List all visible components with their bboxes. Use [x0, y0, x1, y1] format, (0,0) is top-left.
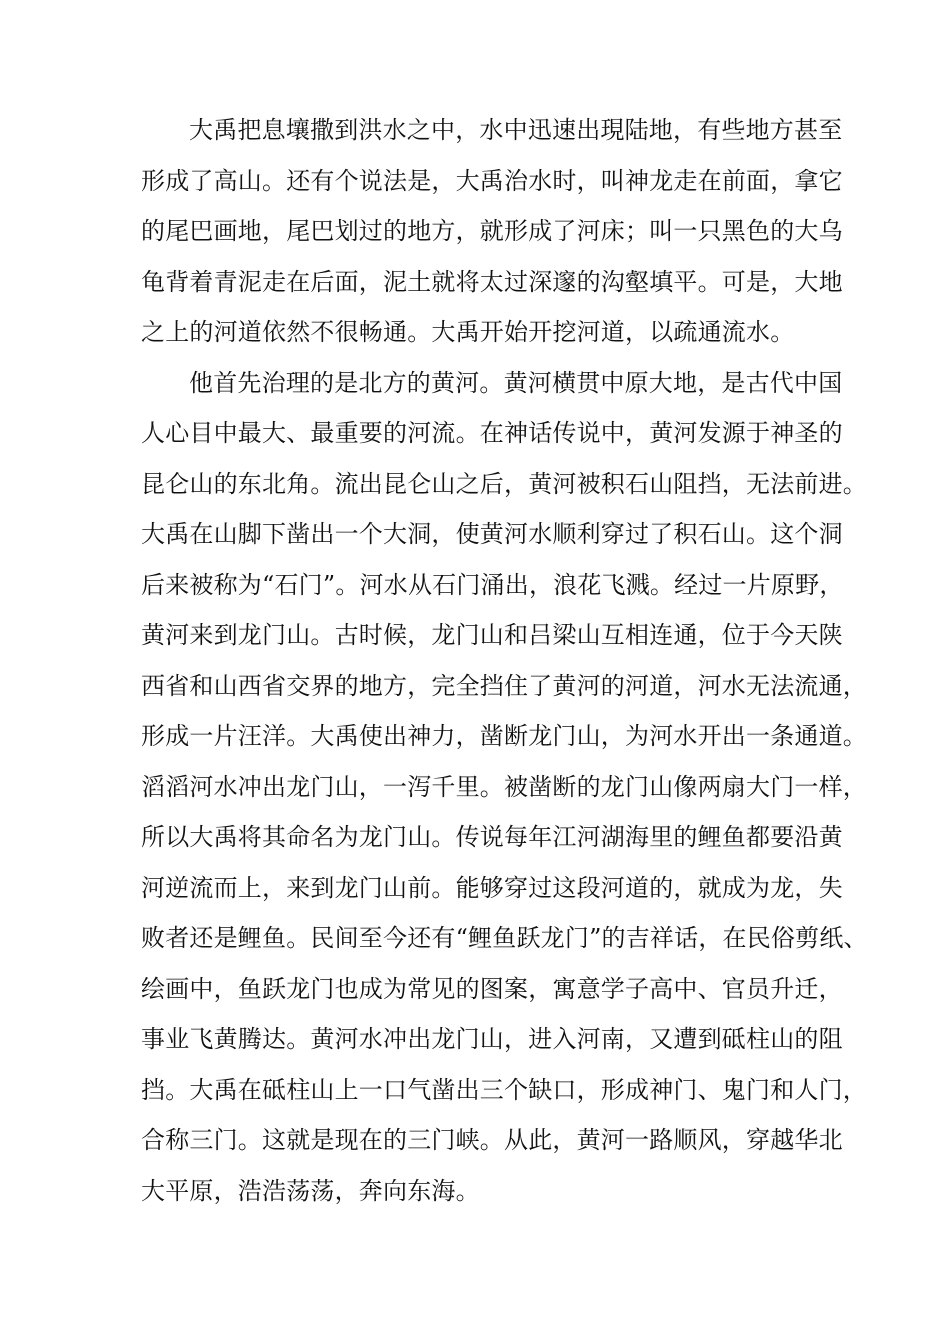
text-line: 事业飞黄腾达。黄河水冲出龙门山，进入河南，又遭到砥柱山的阻 — [141, 1025, 843, 1053]
text-line: 之上的河道依然不很畅通。大禹开始开挖河道，以疏通流水。 — [141, 318, 795, 346]
text-line: 他首先治理的是北方的黄河。黄河横贯中原大地，是古代中国 — [189, 368, 843, 397]
text-line: 绘画中，鱼跃龙门也成为常见的图案，寓意学子高中、官员升迁， — [141, 974, 843, 1003]
text-line: 合称三门。这就是现在的三门峡。从此，黄河一路顺风，穿越华北 — [141, 1126, 843, 1154]
text-line: 挡。大禹在砥柱山上一口气凿出三个缺口，形成神门、鬼门和人门， — [141, 1075, 867, 1104]
text-line: 败者还是鲤鱼。民间至今还有“鲤鱼跃龙门”的吉祥话，在民俗剪纸、 — [141, 924, 868, 952]
text-line: 河逆流而上，来到龙门山前。能够穿过这段河道的，就成为龙，失 — [141, 873, 843, 902]
text-line: 昆仑山的东北角。流出昆仑山之后，黄河被积石山阻挡，无法前进。 — [141, 469, 867, 498]
text-line: 龟背着青泥走在后面，泥土就将太过深邃的沟壑填平。可是，大地 — [141, 267, 843, 296]
text-line: 黄河来到龙门山。古时候，龙门山和吕梁山互相连通，位于今天陕 — [141, 621, 843, 649]
text-line: 人心目中最大、最重要的河流。在神话传说中，黄河发源于神圣的 — [141, 419, 843, 447]
text-line: 形成一片汪洋。大禹使出神力，凿断龙门山，为河水开出一条通道。 — [141, 722, 867, 750]
text-line: 大平原，浩浩荡荡，奔向东海。 — [141, 1176, 480, 1205]
body-text — [141, 105, 868, 1216]
text-line: 后来被称为“石门”。河水从石门涌出，浪花飞溅。经过一片原野， — [141, 570, 844, 599]
text-line: 大禹在山脚下凿出一个大洞，使黄河水顺利穿过了积石山。这个洞 — [141, 520, 843, 548]
text-line: 滔滔河水冲出龙门山，一泻千里。被凿断的龙门山像两扇大门一样， — [141, 772, 867, 801]
paragraph-1 — [141, 105, 841, 358]
text-line: 形成了高山。还有个说法是，大禹治水时，叫神龙走在前面，拿它 — [141, 166, 843, 195]
text-line: 西省和山西省交界的地方，完全挡住了黄河的河道，河水无法流通， — [141, 671, 867, 700]
text-line: 的尾巴画地，尾巴划过的地方，就形成了河床；叫一只黑色的大乌 — [141, 217, 843, 245]
paragraph-2 — [141, 358, 868, 1217]
text-line: 大禹把息壤撒到洪水之中，水中迅速出現陆地，有些地方甚至 — [189, 116, 843, 144]
text-line: 所以大禹将其命名为龙门山。传说每年江河湖海里的鲤鱼都要沿黄 — [141, 823, 843, 851]
